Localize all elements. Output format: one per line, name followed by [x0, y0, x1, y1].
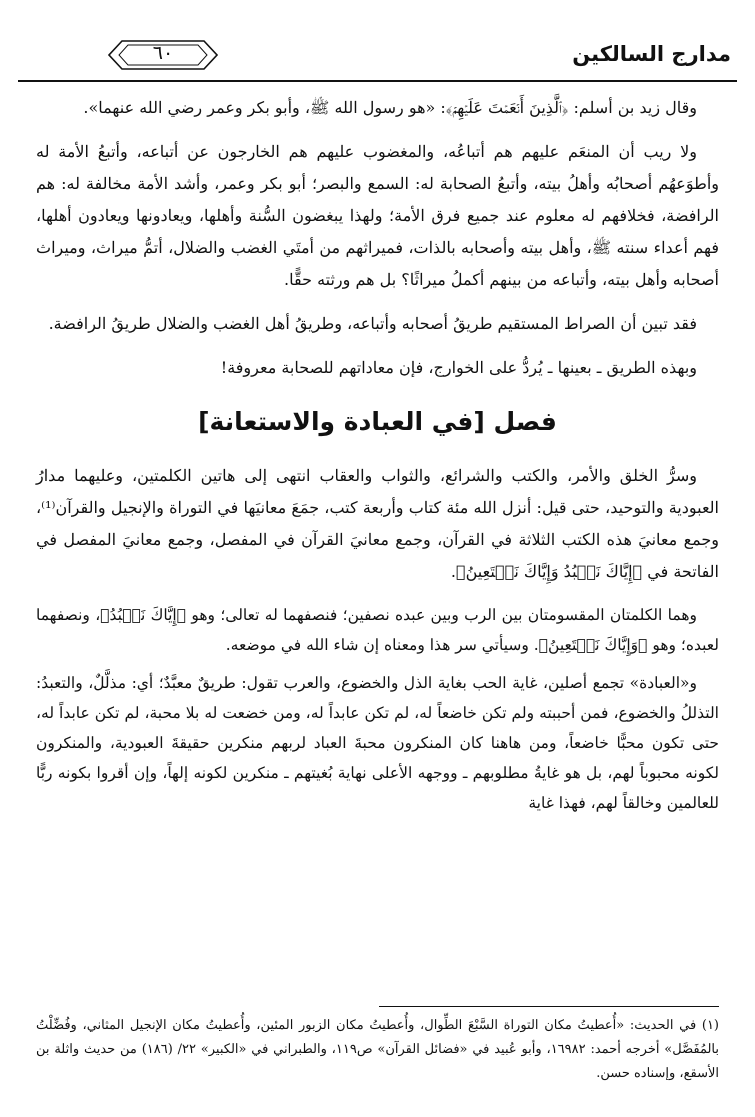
header-rule [18, 80, 737, 82]
page-number-badge [108, 40, 218, 70]
paragraph: وسرُّ الخلق والأمر، والكتب والشرائع، والثواب والعقاب انتهى إلى هاتين الكلمتين، وعليهما مدارُ العبودية والتوحيد، حتى قيل: أنزل الله مئة كتاب وأربعة كتب، جمَعَ معانيَها في التوراة والإنجيل والقرآن⁽¹⁾، وجمع معانيَ هذه الكتب الثلاثة في القرآن، وجمع معانيَ القرآن في المفصل، وجمع معانيَ المفصل في الفاتحة في ﴿إِيَّاكَ نَعۡبُدُ وَإِيَّاكَ نَسۡتَعِينُ﴾. [36, 466, 720, 581]
paragraph: وقال زيد بن أسلم: ﴿ٱلَّذِينَ أَنۡعَمۡتَ عَلَيۡهِمۡ﴾: «هو رسول الله ﷺ، وأبو بكر وعمر رضي الله عنهما». [83, 98, 697, 117]
paragraph: وبهذه الطريق ـ بعينها ـ يُردُّ على الخوارج، فإن معاداتهم للصحابة معروفة! [220, 358, 697, 377]
paragraph: و«العبادة» تجمع أصلين، غاية الحب بغاية الذل والخضوع، والعرب تقول: طريقٌ معبَّدٌ؛ أي: مذلَّلٌ، والتعبدُ: التذللُ والخضوع، فمن أحببته ولم تكن خاضعاً له، لم تكن عابداً له، ومن خضعت له بلا محبة، لم تكن عابداً له، حتى تكون محبًّا خاضعاً، ومن هاهنا كان المنكرون محبةَ العباد لربهم منكرين حقيقةَ العبودية، والمنكرون لكونه محبوباً لهم، بل هو غايةُ مطلوبهم ـ ووجهه الأعلى نهاية بُغيتهم ـ منكرين لكونه إلهاً، وإن أقروا بكونه ربًّا للعالمين وخالقاً لهم، فهذا غاية [36, 674, 719, 812]
footnote: (١) في الحديث: «أُعطيتُ مكان التوراة السَّبْعَ الطِّوال، وأُعطيتُ مكان الزبور المئين، وأُعطيتُ مكان الإنجيل المثاني، وفُضِّلْتُ بالمُفَصَّل» أخرجه أحمد: ١٦٩٨٢، وأبو عُبيد في «فضائل القرآن» ص١١٩، والطبراني في «الكبير» ٢٢/ (١٨٦) من حديث واثلة بن الأسقع، وإسناده حسن. [36, 1018, 719, 1081]
paragraph: وهما الكلمتان المقسومتان بين الرب وبين عبده نصفين؛ فنصفهما له تعالى؛ وهو ﴿إِيَّاكَ نَعۡبُدُ﴾، ونصفهما لعبده؛ وهو ﴿وَإِيَّاكَ نَسۡتَعِينُ﴾. وسيأتي سر هذا ومعناه إن شاء الله في موضعه. [36, 606, 719, 654]
section-heading: فصل [في العبادة والاستعانة] [198, 407, 557, 436]
paragraph: ولا ريب أن المنعَم عليهم هم أتباعُه، والمغضوب عليهم هم الخارجون عن أتباعه، وأتبعُ الأمة له وأطوَعهُم أصحابُه وأهلُ بيته، وأتبعُ الصحابة له: السمع والبصر؛ أبو بكر وعمر، وأشد الأمة مخالفة له: هم الرافضة، فخلافهم له معلوم عند جميع فرق الأمة؛ ولهذا يبغضون السُّنة وأهلها، ويعادونها ويعادون أهلها، فهم أعداء سنته ﷺ، وأهل بيته وأصحابه بالذات، فميراثهم من أمتَي الغضب والضلال، أتمُّ ميراث، وميراث أصحابه وأهل بيته، وأتباعه من بينهم أكملُ ميراثًا؟ بل هم ورثته حقًّا. [36, 142, 720, 289]
book-title: مدارج السالكين [572, 42, 731, 66]
page-header [18, 40, 737, 80]
footnotes [36, 1014, 719, 1086]
page-number: ٦٠ [152, 42, 174, 64]
footnote-rule [379, 1006, 719, 1007]
main-text [36, 92, 719, 826]
paragraph: فقد تبين أن الصراط المستقيم طريقُ أصحابه وأتباعه، وطريقُ أهل الغضب والضلال طريقُ الرافضة. [48, 314, 697, 333]
